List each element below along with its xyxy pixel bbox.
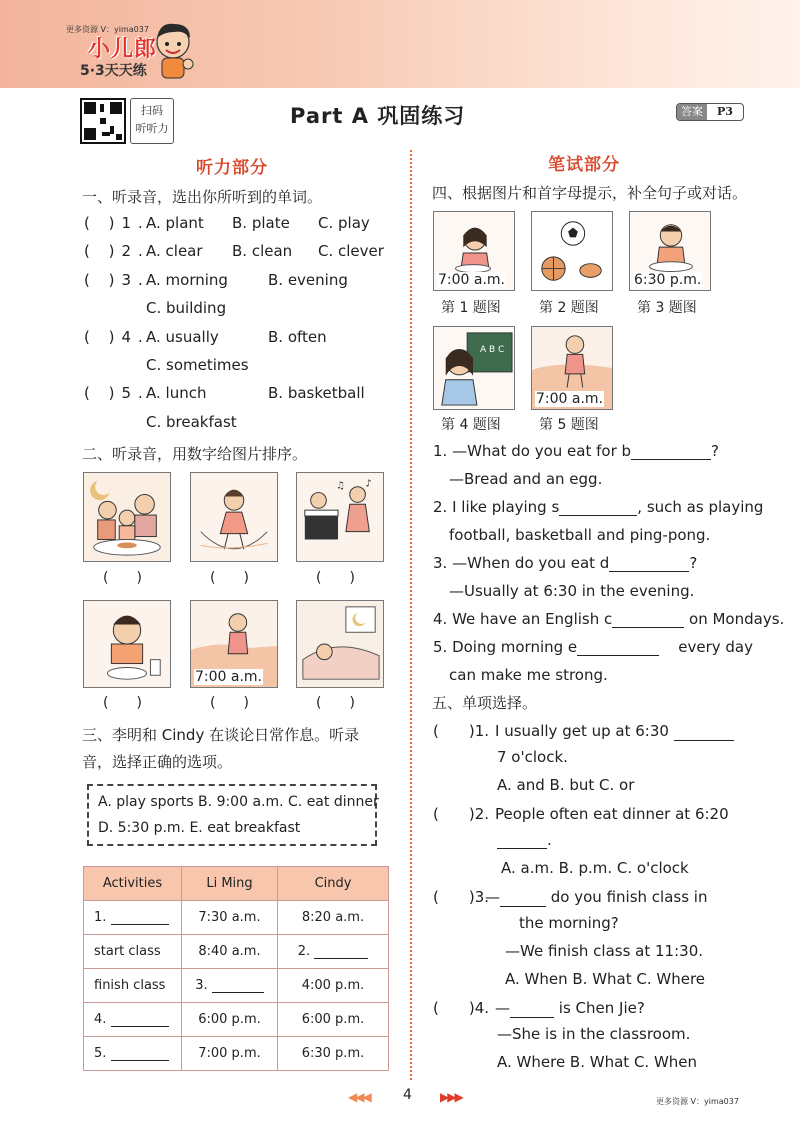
q4-pic-2 bbox=[531, 211, 613, 291]
q5-item-3-options: A. When B. What C. Where bbox=[505, 970, 706, 988]
table-row bbox=[84, 901, 389, 935]
table-cell: 8:40 a.m. bbox=[182, 935, 278, 969]
q2-paren-6[interactable]: ( ) bbox=[316, 695, 355, 711]
table-row bbox=[84, 1003, 389, 1037]
q5-item-2-stem2: . bbox=[497, 831, 552, 849]
q2-paren-2[interactable]: ( ) bbox=[210, 570, 249, 586]
q2-pic-piano-singing bbox=[296, 472, 384, 562]
table-cell[interactable]: 2. bbox=[278, 935, 389, 969]
scan-listen-label[interactable] bbox=[130, 98, 174, 144]
q2-heading: 二、听录音，用数字给图片排序。 bbox=[82, 445, 308, 463]
q1-item-4-c: C. sometimes bbox=[146, 356, 249, 374]
table-header-li-ming: Li Ming bbox=[182, 867, 278, 901]
q3-options-line-2: D. 5:30 p.m. E. eat breakfast bbox=[98, 820, 301, 836]
table-cell: finish class bbox=[84, 969, 182, 1003]
q4-pic-label-3: 第 3 题图 bbox=[637, 300, 697, 316]
footer-watermark: 更多资源 V：yima037 bbox=[656, 1097, 739, 1106]
table-row bbox=[84, 969, 389, 1003]
watermark-top: 更多资源 V：yima037 bbox=[66, 25, 149, 34]
scan-text-1: 扫码 bbox=[141, 104, 163, 117]
table-row bbox=[84, 1037, 389, 1071]
q4-line-3b: —Usually at 6:30 in the evening. bbox=[449, 582, 695, 600]
q4-line-5b: can make me strong. bbox=[449, 666, 608, 684]
q5-item-3-stem3: —We finish class at 11:30. bbox=[505, 942, 704, 960]
q2-pic-family-dinner bbox=[83, 472, 171, 562]
mascot-icon bbox=[150, 20, 196, 84]
q4-blank-5[interactable] bbox=[577, 655, 659, 656]
q4-blank-4[interactable] bbox=[612, 627, 684, 628]
q4-line-5: 5. Doing morning e every day bbox=[433, 638, 753, 656]
table-cell: 4:00 p.m. bbox=[278, 969, 389, 1003]
brand-logo-text: 小儿郎 bbox=[88, 37, 158, 62]
table-cell[interactable]: 4. bbox=[84, 1003, 182, 1037]
q4-blank-1[interactable] bbox=[631, 459, 711, 460]
scan-text-2: 听听力 bbox=[135, 122, 169, 135]
q4-pic-3 bbox=[629, 211, 711, 291]
q5-item-3-stem2: the morning? bbox=[519, 914, 619, 932]
q4-line-2b: football, basketball and ping-pong. bbox=[449, 526, 711, 544]
page-title: Part A 巩固练习 bbox=[290, 104, 466, 128]
q2-pic-time: 7:00 a.m. bbox=[195, 669, 263, 685]
q4-pic-3-time: 6:30 p.m. bbox=[634, 272, 702, 288]
q4-pic-label-5: 第 5 题图 bbox=[539, 417, 599, 433]
q1-item-1: ( )1.A. plant B. plate C. play bbox=[84, 214, 370, 232]
q3-options-line-1: A. play sports B. 9:00 a.m. C. eat dinner bbox=[98, 794, 379, 810]
q4-blank-2[interactable] bbox=[559, 515, 637, 516]
column-divider bbox=[410, 150, 412, 1080]
q1-item-3-c: C. building bbox=[146, 299, 227, 317]
listening-section-title: 听力部分 bbox=[196, 158, 268, 178]
table-row bbox=[84, 935, 389, 969]
qr-code-icon[interactable] bbox=[80, 98, 126, 144]
q1-item-5-c: C. breakfast bbox=[146, 413, 237, 431]
q5-blank-1[interactable] bbox=[674, 740, 734, 741]
q4-pic-5-time: 7:00 a.m. bbox=[536, 391, 604, 407]
q4-pic-label-1: 第 1 题图 bbox=[441, 300, 501, 316]
q5-blank-4[interactable] bbox=[510, 1017, 554, 1018]
table-cell: 6:30 p.m. bbox=[278, 1037, 389, 1071]
q4-pic-4 bbox=[433, 326, 515, 410]
q2-paren-1[interactable]: ( ) bbox=[103, 570, 142, 586]
q1-item-4: ( )4.A. usually B. often bbox=[84, 328, 327, 346]
table-header-row bbox=[84, 867, 389, 901]
prev-arrows-icon: ◀◀◀ bbox=[348, 1090, 370, 1104]
q5-item-2: ( )2. People often eat dinner at 6:20 bbox=[433, 805, 729, 823]
q5-blank-3[interactable] bbox=[500, 906, 546, 907]
writing-section-title: 笔试部分 bbox=[548, 155, 620, 175]
q4-line-1: 1. —What do you eat for b ? bbox=[433, 442, 720, 460]
svg-text:♫: ♫ bbox=[336, 480, 345, 492]
q2-pic-girl-morning bbox=[190, 600, 278, 688]
table-cell: 6:00 p.m. bbox=[182, 1003, 278, 1037]
table-cell: 6:00 p.m. bbox=[278, 1003, 389, 1037]
brand-subtitle: 5·3天天练 bbox=[80, 63, 147, 79]
answer-label: 答案 bbox=[677, 104, 707, 120]
q2-pic-sleeping bbox=[296, 600, 384, 688]
table-header-activities: Activities bbox=[84, 867, 182, 901]
q3-heading-2: 音，选择正确的选项。 bbox=[82, 753, 233, 771]
table-cell: 7:00 p.m. bbox=[182, 1037, 278, 1071]
q3-heading-1: 三、李明和 Cindy 在谈论日常作息。听录 bbox=[82, 726, 360, 744]
q4-line-2: 2. I like playing s , such as playing bbox=[433, 498, 764, 516]
q4-pic-label-4: 第 4 题图 bbox=[441, 417, 501, 433]
q4-line-4: 4. We have an English c on Mondays. bbox=[433, 610, 785, 628]
table-cell[interactable]: 5. bbox=[84, 1037, 182, 1071]
q2-paren-5[interactable]: ( ) bbox=[210, 695, 249, 711]
q1-heading: 一、听录音，选出你所听到的单词。 bbox=[82, 188, 323, 206]
q5-heading: 五、单项选择。 bbox=[432, 694, 538, 712]
svg-text:♪: ♪ bbox=[365, 478, 372, 490]
table-cell[interactable]: 3. bbox=[182, 969, 278, 1003]
q4-pic-4-board: A B C bbox=[480, 345, 505, 355]
q2-pic-boy-breakfast bbox=[83, 600, 171, 688]
q5-item-2-options: A. a.m. B. p.m. C. o'clock bbox=[501, 859, 689, 877]
q5-item-4-options: A. Where B. What C. When bbox=[497, 1053, 698, 1071]
q5-item-4: ( )4. — is Chen Jie? bbox=[433, 999, 645, 1017]
table-cell: 8:20 a.m. bbox=[278, 901, 389, 935]
answer-page: P3 bbox=[717, 105, 733, 118]
q2-paren-3[interactable]: ( ) bbox=[316, 570, 355, 586]
q4-line-1b: —Bread and an egg. bbox=[449, 470, 603, 488]
q4-heading: 四、根据图片和首字母提示，补全句子或对话。 bbox=[432, 184, 748, 202]
q5-item-1-options: A. and B. but C. or bbox=[497, 776, 635, 794]
q4-blank-3[interactable] bbox=[609, 571, 689, 572]
q2-paren-4[interactable]: ( ) bbox=[103, 695, 142, 711]
q3-activities-table bbox=[83, 866, 389, 1071]
q5-item-1: ( )1. I usually get up at 6:30 bbox=[433, 720, 734, 741]
q2-pic-girl-jumping-rope bbox=[190, 472, 278, 562]
q1-item-2: ( )2.A. clear B. clean C. clever bbox=[84, 242, 384, 260]
table-cell: 7:30 a.m. bbox=[182, 901, 278, 935]
q4-pic-1 bbox=[433, 211, 515, 291]
q4-line-3: 3. —When do you eat d ? bbox=[433, 554, 698, 572]
q1-item-5: ( )5.A. lunch B. basketball bbox=[84, 384, 365, 402]
table-cell[interactable]: 1. bbox=[84, 901, 182, 935]
q5-item-1-stem2: 7 o'clock. bbox=[497, 748, 568, 766]
q5-item-4-stem3: —She is in the classroom. bbox=[497, 1025, 691, 1043]
page-number: 4 bbox=[403, 1087, 412, 1103]
q5-blank-2[interactable] bbox=[497, 848, 547, 849]
q1-item-3: ( )3.A. morning B. evening bbox=[84, 271, 348, 289]
q5-item-3: ( )3.— do you finish class in bbox=[433, 888, 708, 906]
q4-pic-label-2: 第 2 题图 bbox=[539, 300, 599, 316]
q4-pic-5 bbox=[531, 326, 613, 410]
table-cell: start class bbox=[84, 935, 182, 969]
next-arrows-icon: ▶▶▶ bbox=[440, 1090, 462, 1104]
answer-tag bbox=[676, 103, 744, 121]
q4-pic-1-time: 7:00 a.m. bbox=[438, 272, 506, 288]
table-header-cindy: Cindy bbox=[278, 867, 389, 901]
